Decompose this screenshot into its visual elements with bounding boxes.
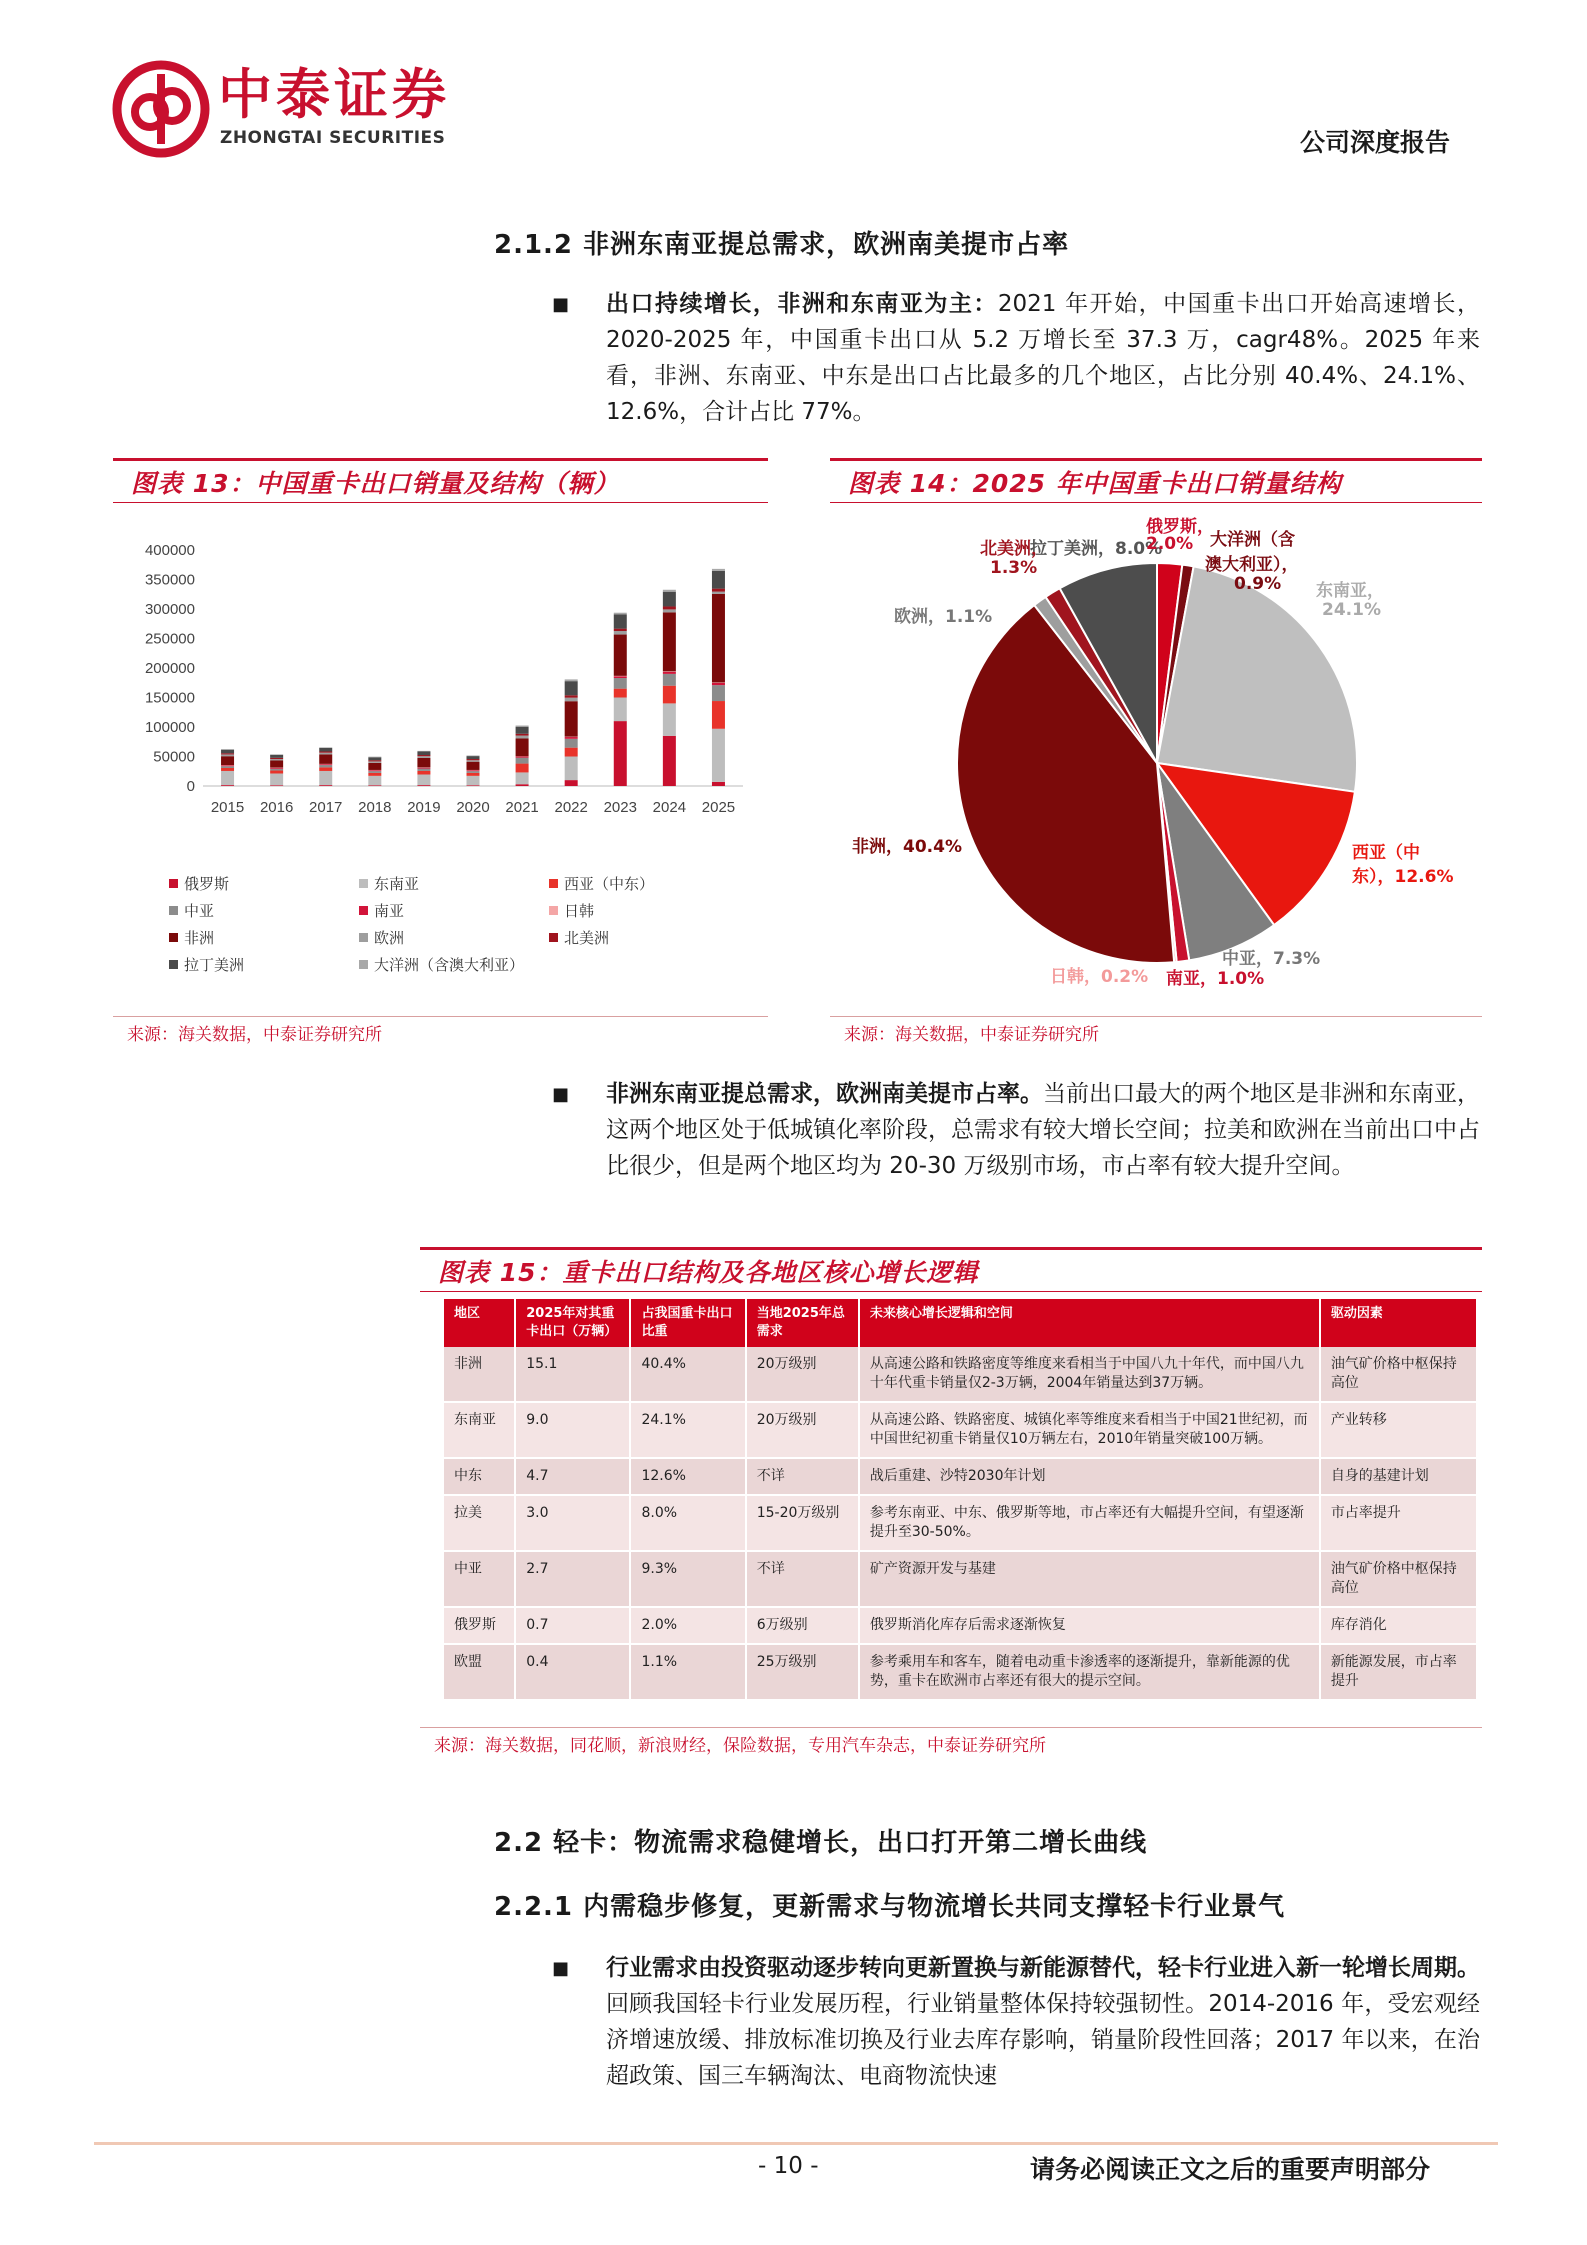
bar-segment <box>712 571 725 589</box>
table-header-cell: 地区 <box>444 1299 515 1347</box>
table-cell: 市占率提升 <box>1320 1495 1477 1551</box>
bar-segment <box>712 683 725 685</box>
legend-swatch <box>549 906 558 915</box>
figure-title: 图表 14：2025 年中国重卡出口销量结构 <box>848 469 1342 498</box>
bar-segment <box>270 769 283 771</box>
paragraph-body: 2021 年开始，中国重卡出口开始高速增长，2020-2025 年，中国重卡出口从 5.2 万增长至 37.3 万，cagr48%。2025 年来看，非洲、东南亚、中东是出口占比最多的几个地区，占比分别 40.4%、24.1%、12.6%，合计占比 77%。 <box>606 291 1480 425</box>
table-cell: 参考东南亚、中东、俄罗斯等地，市占率还有大幅提升空间，有望逐渐提升至30-50%。 <box>859 1495 1320 1551</box>
table-row <box>444 1644 1477 1700</box>
bar-segment <box>614 678 627 689</box>
legend-item <box>549 900 739 921</box>
table-cell: 油气矿价格中枢保持高位 <box>1320 1347 1477 1402</box>
bar-segment <box>270 761 283 768</box>
legend-label: 拉丁美洲 <box>184 956 245 974</box>
legend-item <box>169 927 359 948</box>
pie-label-sea-1: 东南亚， <box>1316 581 1384 601</box>
bar-segment <box>417 785 430 786</box>
paragraph-export-growth <box>606 286 1480 430</box>
bar-segment <box>614 721 627 786</box>
bar-segment <box>467 756 480 759</box>
bar-segment <box>319 747 332 748</box>
pie-label-na-name: 北美洲， <box>980 539 1048 559</box>
bar-segment <box>565 681 578 695</box>
bar-segment <box>221 766 234 768</box>
bar-segment <box>516 727 529 734</box>
pie-label-oceania-pct: 0.9% <box>1234 574 1282 594</box>
x-tick-label: 2025 <box>701 799 736 816</box>
bar-segment <box>663 612 676 671</box>
bar-segment <box>712 685 725 701</box>
table-cell: 自身的基建计划 <box>1320 1458 1477 1495</box>
pie-label-sa: 南亚，1.0% <box>1166 969 1265 989</box>
legend-item <box>169 873 359 894</box>
section-title-2-1-2: 2.1.2 非洲东南亚提总需求，欧洲南美提市占率 <box>494 230 1070 260</box>
x-tick-label: 2020 <box>456 799 490 816</box>
bar-segment <box>270 768 283 769</box>
legend-item <box>549 927 739 948</box>
legend-label: 南亚 <box>374 902 405 920</box>
legend-item <box>169 954 359 975</box>
y-tick-label: 150000 <box>144 689 195 707</box>
x-tick-label: 2022 <box>554 799 588 816</box>
bar-segment <box>319 753 332 755</box>
bar-segment <box>368 785 381 786</box>
table-cell: 15.1 <box>515 1347 630 1402</box>
table-cell: 拉美 <box>444 1495 515 1551</box>
footer-rule <box>94 2142 1498 2145</box>
bar-segment <box>663 736 676 786</box>
bar-segment <box>221 768 234 771</box>
bar-segment <box>368 771 381 773</box>
bar-segment <box>417 769 430 771</box>
bar-segment <box>663 592 676 607</box>
bar-segment <box>221 756 234 765</box>
legend-swatch <box>169 960 178 969</box>
bar-segment <box>270 758 283 759</box>
bar-segment <box>565 780 578 786</box>
footer-disclaimer: 请务必阅读正文之后的重要声明部分 <box>1030 2155 1431 2184</box>
bar-segment <box>221 750 234 754</box>
table-row <box>444 1495 1477 1551</box>
legend-label: 北美洲 <box>564 929 610 947</box>
table-header-cell: 驱动因素 <box>1320 1299 1477 1347</box>
pie-label-na-pct: 1.3% <box>990 558 1038 578</box>
bar-segment <box>565 698 578 702</box>
pie-label-sea-2: 24.1% <box>1322 600 1381 620</box>
table-cell: 新能源发展，市占率提升 <box>1320 1644 1477 1700</box>
legend-item <box>359 873 549 894</box>
bar-segment <box>614 614 627 628</box>
figure-15 <box>420 1247 1482 1767</box>
bar-segment <box>368 760 381 761</box>
table-cell: 9.0 <box>515 1402 630 1458</box>
paragraph-lead: 出口持续增长，非洲和东南亚为主： <box>606 291 998 317</box>
figure-bottom-rule <box>420 1727 1482 1728</box>
bar-segment <box>270 754 283 755</box>
table-header-cell: 2025年对其重卡出口（万辆） <box>515 1299 630 1347</box>
bar-segment <box>221 749 234 750</box>
bar-segment <box>712 782 725 786</box>
bar-segment <box>467 770 480 771</box>
bar-segment <box>467 755 480 756</box>
pie-label-ca: 中亚，7.3% <box>1222 949 1321 969</box>
paragraph-light-truck <box>606 1950 1480 2094</box>
bar-segment <box>417 751 430 755</box>
y-tick-label: 350000 <box>144 571 195 589</box>
legend-label: 西亚（中东） <box>564 875 655 893</box>
bar-segment <box>712 701 725 729</box>
figure-title: 图表 13：中国重卡出口销量及结构（辆） <box>131 469 620 498</box>
y-tick-label: 0 <box>186 778 195 795</box>
bar-segment <box>221 785 234 786</box>
bar-segment <box>368 757 381 758</box>
bar-segment <box>319 748 332 752</box>
bar-segment <box>368 761 381 762</box>
bar-segment <box>565 739 578 748</box>
bullet-icon: ■ <box>552 1958 570 1979</box>
bar-segment <box>565 679 578 681</box>
table-cell: 矿产资源开发与基建 <box>859 1551 1320 1607</box>
table-cell: 非洲 <box>444 1347 515 1402</box>
bar-segment <box>319 751 332 752</box>
zhongtai-logo-icon <box>112 60 210 158</box>
bar-segment <box>417 756 430 758</box>
bar-segment <box>417 771 430 775</box>
bar-segment <box>516 757 529 758</box>
bar-segment <box>663 606 676 609</box>
bar-segment <box>712 594 725 683</box>
y-tick-label: 300000 <box>144 601 195 618</box>
y-tick-label: 250000 <box>144 630 195 648</box>
bar-segment <box>565 748 578 757</box>
bar-segment <box>417 751 430 752</box>
bar-segment <box>712 592 725 594</box>
bullet-icon: ■ <box>552 1084 570 1105</box>
pie-label-russia-name: 俄罗斯， <box>1146 517 1214 537</box>
figure-source: 来源：海关数据，中泰证券研究所 <box>844 1025 1099 1045</box>
bar-segment <box>270 771 283 774</box>
bar-segment <box>516 784 529 786</box>
table-cell: 不详 <box>746 1458 859 1495</box>
table-cell: 8.0% <box>630 1495 745 1551</box>
bar-segment <box>221 765 234 766</box>
figure-title-rule <box>420 1291 1482 1292</box>
bar-segment <box>467 760 480 761</box>
table-row <box>444 1402 1477 1458</box>
growth-logic-table <box>444 1299 1478 1701</box>
bar-segment <box>663 609 676 612</box>
y-tick-label: 200000 <box>144 660 195 677</box>
legend-swatch <box>359 960 368 969</box>
table-cell: 库存消化 <box>1320 1607 1477 1644</box>
bar-segment <box>417 774 430 785</box>
table-cell: 欧盟 <box>444 1644 515 1700</box>
table-cell: 油气矿价格中枢保持高位 <box>1320 1551 1477 1607</box>
bar-segment <box>368 757 381 760</box>
bar-segment <box>516 736 529 739</box>
table-cell: 24.1% <box>630 1402 745 1458</box>
bar-segment <box>565 757 578 781</box>
bar-segment <box>516 726 529 727</box>
x-tick-label: 2016 <box>259 799 294 816</box>
legend-swatch <box>359 879 368 888</box>
legend-label: 欧洲 <box>374 929 405 947</box>
bar-segment <box>319 767 332 771</box>
legend-swatch <box>549 879 558 888</box>
table-cell: 2.7 <box>515 1551 630 1607</box>
table-cell: 9.3% <box>630 1551 745 1607</box>
table-body <box>444 1347 1477 1700</box>
table-cell: 0.4 <box>515 1644 630 1700</box>
logo-en: ZHONGTAI SECURITIES <box>220 128 446 148</box>
legend-label: 俄罗斯 <box>184 875 230 893</box>
legend-item <box>359 927 549 948</box>
export-stacked-bar-chart <box>113 528 768 828</box>
paragraph-lead: 行业需求由投资驱动逐步转向更新置换与新能源替代，轻卡行业进入新一轮增长周期。 <box>606 1955 1480 1981</box>
legend-swatch <box>549 933 558 942</box>
pie-label-oceania-1: 大洋洲（含 <box>1210 530 1295 550</box>
bar-segment <box>516 758 529 764</box>
bar-segment <box>368 776 381 785</box>
bar-segment <box>467 771 480 773</box>
table-cell: 俄罗斯 <box>444 1607 515 1644</box>
table-cell: 战后重建、沙特2030年计划 <box>859 1458 1320 1495</box>
legend-item <box>359 900 549 921</box>
legend-item <box>549 873 739 894</box>
bar-segment <box>368 773 381 776</box>
table-cell: 2.0% <box>630 1607 745 1644</box>
bar-segment <box>417 768 430 769</box>
page-number: - 10 - <box>758 2153 819 2179</box>
figure-13 <box>113 458 768 1043</box>
pie-label-me-1: 西亚（中 <box>1352 843 1420 863</box>
bar-segment <box>516 734 529 736</box>
legend-label: 大洋洲（含澳大利亚） <box>374 956 525 974</box>
bar-segment <box>663 703 676 735</box>
bar-segment <box>319 765 332 767</box>
table-cell: 25万级别 <box>746 1644 859 1700</box>
table-header-cell: 当地2025年总需求 <box>746 1299 859 1347</box>
x-tick-label: 2021 <box>505 799 539 816</box>
bar-segment <box>663 686 676 704</box>
table-cell: 不详 <box>746 1551 859 1607</box>
table-row <box>444 1347 1477 1402</box>
y-tick-label: 100000 <box>144 719 195 736</box>
bar-segment <box>712 589 725 592</box>
x-tick-label: 2019 <box>407 799 441 816</box>
bullet-icon: ■ <box>552 294 570 315</box>
legend-swatch <box>169 933 178 942</box>
logo-cn: 中泰证券 <box>218 62 450 126</box>
bar-segment <box>516 764 529 773</box>
table-cell: 1.1% <box>630 1644 745 1700</box>
paragraph-body: 回顾我国轻卡行业发展历程，行业销量整体保持较强韧性。2014-2016 年，受宏观经济增速放缓、排放标准切换及行业去库存影响，销量阶段性回落；2017 年以来，在治超政策、国三车辆淘汰、电商物流快速 <box>606 1991 1480 2089</box>
x-tick-label: 2023 <box>603 799 637 816</box>
section-title-2-2: 2.2 轻卡：物流需求稳健增长，出口打开第二增长曲线 <box>494 1828 1148 1858</box>
legend-label: 日韩 <box>564 902 595 920</box>
table-cell: 12.6% <box>630 1458 745 1495</box>
table-cell: 3.0 <box>515 1495 630 1551</box>
bar-segment <box>319 785 332 786</box>
legend-swatch <box>359 933 368 942</box>
bar-segment <box>712 729 725 782</box>
table-cell: 参考乘用车和客车，随着电动重卡渗透率的逐渐提升，靠新能源的优势，重卡在欧洲市占率还有很大的提示空间。 <box>859 1644 1320 1700</box>
header <box>0 0 1587 160</box>
x-tick-label: 2024 <box>652 799 687 816</box>
bar-segment <box>319 771 332 785</box>
table-cell: 0.7 <box>515 1607 630 1644</box>
paragraph-demand-share <box>606 1076 1480 1184</box>
legend-label: 非洲 <box>184 929 215 947</box>
table-cell: 20万级别 <box>746 1347 859 1402</box>
bar-segment <box>270 773 283 785</box>
table-cell: 东南亚 <box>444 1402 515 1458</box>
pie-label-oceania-2: 澳大利亚）， <box>1205 555 1299 575</box>
figure-title-rule <box>113 502 768 503</box>
bar-segment <box>614 629 627 631</box>
bar-segment <box>565 695 578 697</box>
bar-segment <box>663 672 676 674</box>
bar-segment <box>221 771 234 785</box>
table-cell: 从高速公路和铁路密度等维度来看相当于中国八九十年代，而中国八九十年代重卡销量仅2-3万辆，2004年销量达到37万辆。 <box>859 1347 1320 1402</box>
figure-source: 来源：海关数据，同花顺，新浪财经，保险数据，专用汽车杂志，中泰证券研究所 <box>434 1736 1046 1756</box>
table-header-row <box>444 1299 1477 1347</box>
table-header-cell: 未来核心增长逻辑和空间 <box>859 1299 1320 1347</box>
figure-top-rule <box>113 458 768 461</box>
bar-segment <box>270 759 283 760</box>
x-tick-label: 2015 <box>210 799 245 816</box>
bar-segment <box>663 674 676 686</box>
bar-segment <box>565 701 578 736</box>
bar-segment <box>614 689 627 698</box>
table-row <box>444 1458 1477 1495</box>
pie-label-me-2: 东），12.6% <box>1352 867 1454 887</box>
bar-segment <box>467 773 480 776</box>
report-type: 公司深度报告 <box>1300 128 1451 157</box>
bar-segment <box>319 764 332 765</box>
bar-segment <box>712 569 725 571</box>
paragraph-lead: 非洲东南亚提总需求，欧洲南美提市占率。 <box>606 1081 1043 1107</box>
table-cell: 40.4% <box>630 1347 745 1402</box>
table-cell: 20万级别 <box>746 1402 859 1458</box>
table-cell: 4.7 <box>515 1458 630 1495</box>
bar-segment <box>221 754 234 756</box>
bar-segment <box>368 763 381 770</box>
bar-segment <box>270 785 283 786</box>
bar-segment <box>614 613 627 615</box>
pie-label-russia-pct: 2.0% <box>1146 534 1194 554</box>
legend-item <box>359 954 549 975</box>
bar-segment <box>614 635 627 676</box>
y-tick-label: 400000 <box>144 542 195 559</box>
bar-segment <box>467 759 480 760</box>
legend-swatch <box>169 879 178 888</box>
legend-swatch <box>169 906 178 915</box>
table-row <box>444 1551 1477 1607</box>
bar-segment <box>663 590 676 592</box>
table-cell: 中东 <box>444 1458 515 1495</box>
pie-label-africa: 非洲，40.4% <box>852 837 962 857</box>
legend-label: 东南亚 <box>374 875 420 893</box>
figure-source: 来源：海关数据，中泰证券研究所 <box>127 1025 382 1045</box>
bar-segment <box>467 785 480 786</box>
figure-bottom-rule <box>830 1016 1482 1017</box>
bar-segment <box>319 754 332 763</box>
table-header-cell: 占我国重卡出口比重 <box>630 1299 745 1347</box>
legend-label: 中亚 <box>184 902 215 920</box>
bar-segment <box>565 737 578 739</box>
bar-segment <box>614 698 627 722</box>
growth-logic-table-wrapper <box>444 1299 1478 1701</box>
table-cell: 15-20万级别 <box>746 1495 859 1551</box>
pie-label-jk: 日韩，0.2% <box>1050 967 1149 987</box>
figure-title: 图表 15：重卡出口结构及各地区核心增长逻辑 <box>438 1258 979 1287</box>
bar-segment <box>516 772 529 784</box>
chart-legend <box>169 873 759 975</box>
y-tick-label: 50000 <box>153 748 195 766</box>
figure-14 <box>830 458 1482 1043</box>
legend-swatch <box>359 906 368 915</box>
table-cell: 从高速公路、铁路密度、城镇化率等维度来看相当于中国21世纪初，而中国世纪初重卡销量仅10万辆左右，2010年销量突破100万辆。 <box>859 1402 1320 1458</box>
paragraph-body: 当前出口最大的两个地区是非洲和东南亚，这两个地区处于低城镇化率阶段，总需求有较大增长空间；拉美和欧洲在当前出口中占比很少，但是两个地区均为 20-30 万级别市场，市占率有较大提升空间。 <box>606 1081 1480 1179</box>
table-cell: 俄罗斯消化库存后需求逐渐恢复 <box>859 1607 1320 1644</box>
figure-bottom-rule <box>113 1016 768 1017</box>
bar-segment <box>614 676 627 678</box>
section-title-2-2-1: 2.2.1 内需稳步修复，更新需求与物流增长共同支撑轻卡行业景气 <box>494 1892 1286 1922</box>
bar-segment <box>368 770 381 771</box>
bar-segment <box>614 631 627 635</box>
table-cell: 6万级别 <box>746 1607 859 1644</box>
pie-label-europe: 欧洲，1.1% <box>894 607 993 627</box>
x-tick-label: 2017 <box>309 799 343 816</box>
figure-top-rule <box>420 1247 1482 1250</box>
bar-segment <box>270 755 283 758</box>
bar-segment <box>417 758 430 767</box>
bar-segment <box>467 762 480 770</box>
x-tick-label: 2018 <box>358 799 392 816</box>
bar-segment <box>417 755 430 756</box>
bar-segment <box>467 776 480 785</box>
legend-item <box>169 900 359 921</box>
bar-segment <box>221 753 234 754</box>
table-cell: 产业转移 <box>1320 1402 1477 1458</box>
table-cell: 中亚 <box>444 1551 515 1607</box>
bar-segment <box>516 739 529 757</box>
table-row <box>444 1607 1477 1644</box>
pie-label-latam: 拉丁美洲，8.0% <box>1030 539 1163 559</box>
